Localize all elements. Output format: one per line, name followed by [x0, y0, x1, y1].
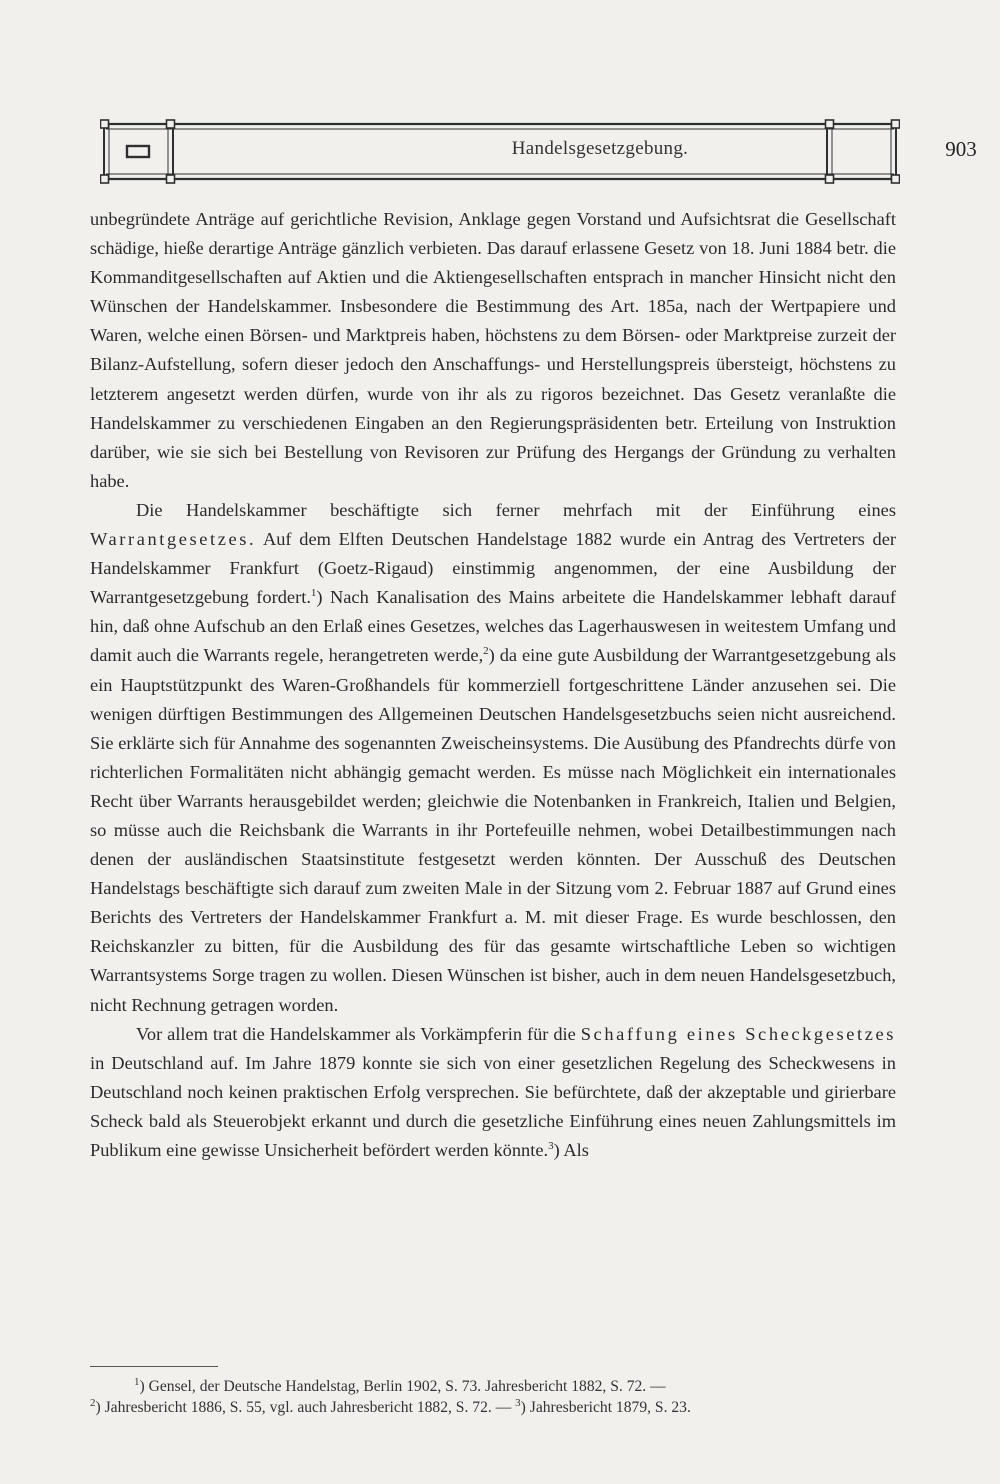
footnote-1 — [90, 1376, 896, 1397]
emphasis-warrantgesetz: Warrantgesetzes. — [90, 529, 257, 550]
footnote-2-3 — [90, 1397, 896, 1418]
footnote-1-text: ) Gensel, der Deutsche Handelstag, Berlin 1902, S. 73. Jahresbericht 1882, S. 72. — — [139, 1378, 666, 1395]
paragraph-1 — [90, 205, 896, 496]
footnote-ref-2: 2 — [483, 645, 489, 658]
page-number: 903 — [945, 137, 977, 161]
footnote-3-text: ) Jahresbericht 1879, S. 23. — [520, 1399, 691, 1416]
footnote-rule — [90, 1366, 218, 1367]
body-text — [90, 205, 896, 1165]
paragraph-2-text-d: ) da eine gute Ausbildung der Warrantgesetzgebung als ein Hauptstützpunkt des Waren-Großhandels für kommerziell fortgeschrittene Länder anzusehen sei. Die wenigen dürftigen Bestimmungen des Allgemeinen Deutschen Handelsgesetzbuchs seien nicht ausreichend. Sie erklärte sich für Annahme des sogenannten Zweischeinsystems. Die Ausübung des Pfandrechts dürfe von richterlichen Formalitäten nicht abhängig gemacht werden. Es müsse nach Möglichkeit ein internationales Recht über Warrants herausgebildet werden; gleichwie die Notenbanken in Frankreich, Italien und Belgien, so müsse auch die Reichsbank die Warrants in ihr Portefeuille nehmen, wobei Detailbestimmungen nach denen der ausländischen Staatsinstitute festgesetzt werden könnten. Der Ausschuß des Deutschen Handelstags beschäftigte sich darauf zum zweiten Male in der Sitzung vom 2. Februar 1887 auf Grund eines Berichts des Vertreters der Handelskammer Frankfurt a. M. mit dieser Frage. Es wurde beschlossen, den Reichskanzler zu bitten, für die Ausbildung des für das gesamte wirtschaftliche Leben so wichtigen Warrantsystems Sorge tragen zu wollen. Diesen Wünschen ist bisher, auch in dem neuen Handelsgesetzbuch, nicht Rechnung getragen worden. — [90, 645, 897, 1015]
footnote-2-mark: 2 — [90, 1396, 96, 1409]
footnotes — [90, 1376, 896, 1418]
page-header — [100, 118, 977, 184]
footnote-3-mark: 3 — [515, 1396, 521, 1409]
footnote-ref-1: 1 — [310, 587, 317, 600]
paragraph-2-text-b: Auf dem Elften Deutschen Handelstage 1882 wurde ein Antrag des Vertreters der Handelskammer Frankfurt (Goetz-Rigaud) einstimmig angenommen, der eine Ausbildung der Warrantgesetzgebung fordert. — [90, 529, 896, 608]
paragraph-3-text-b: in Deutschland auf. Im Jahre 1879 konnte sie sich von einer gesetzlichen Regelung des Scheckwesens in Deutschland noch keinen praktischen Erfolg versprechen. Sie befürchtete, daß der akzeptable und girierbare Scheck bald als Steuerobjekt erkannt und durch die gesetzliche Einführung eines neuen Zahlungsmittels im Publikum eine gewisse Unsicherheit befördert werden könnte. — [90, 1052, 896, 1160]
paragraph-3-text-a: Vor allem trat die Handelskammer als Vorkämpferin für die — [136, 1023, 576, 1044]
paragraph-2-text-c: ) Nach Kanalisation des Mains arbeitete die Handelskammer lebhaft darauf hin, daß ohne Aufschub an den Erlaß eines Gesetzes, welches das Lagerhauswesen in weitestem Umfang und damit auch die Warrants regele, herangetreten werde, — [90, 587, 896, 666]
footnote-2-text: ) Jahresbericht 1886, S. 55, vgl. auch Jahresbericht 1882, S. 72. — — [95, 1399, 512, 1416]
paragraph-2-text-a: Die Handelskammer beschäftigte sich ferner mehrfach mit der Einführung eines — [136, 499, 896, 520]
paragraph-2 — [90, 496, 896, 1020]
paragraph-3-text-c: ) Als — [553, 1140, 589, 1160]
paragraph-3 — [90, 1020, 896, 1165]
running-title: Handelsgesetzgebung. — [511, 138, 689, 159]
footnote-ref-3: 3 — [548, 1139, 554, 1152]
paragraph-1-text: unbegründete Anträge auf gerichtliche Revision, Anklage gegen Vorstand und Aufsichtsrat die Gesellschaft schädige, hieße derartige Anträge gänzlich verbieten. Das darauf erlassene Gesetz von 18. Juni 1884 betr. die Kommanditgesellschaften auf Aktien und die Aktiengesellschaften entsprach in mancher Hinsicht nicht den Wünschen der Handelskammer. Insbesondere die Bestimmung des Art. 185a, nach der Wertpapiere und Waren, welche einen Börsen- und Marktpreis haben, höchstens zu dem Börsen- oder Marktpreise zurzeit der Bilanz-Aufstellung, sofern dieser jedoch den Anschaffungs- und Herstellungspreis übersteigt, höchstens zu letzterem angesetzt werden dürfen, wurde von ihr als zu rigoros bezeichnet. Das Gesetz veranlaßte die Handelskammer zu verschiedenen Eingaben an den Regierungspräsidenten betr. Erteilung von Instruktion darüber, wie sie sich bei Bestellung von Revisoren zur Prüfung des Hergangs der Gründung zu verhalten habe. — [90, 209, 896, 491]
emphasis-scheckgesetz: Schaffung eines Scheckgesetzes — [580, 1023, 896, 1044]
footnote-1-mark: 1 — [134, 1375, 140, 1388]
